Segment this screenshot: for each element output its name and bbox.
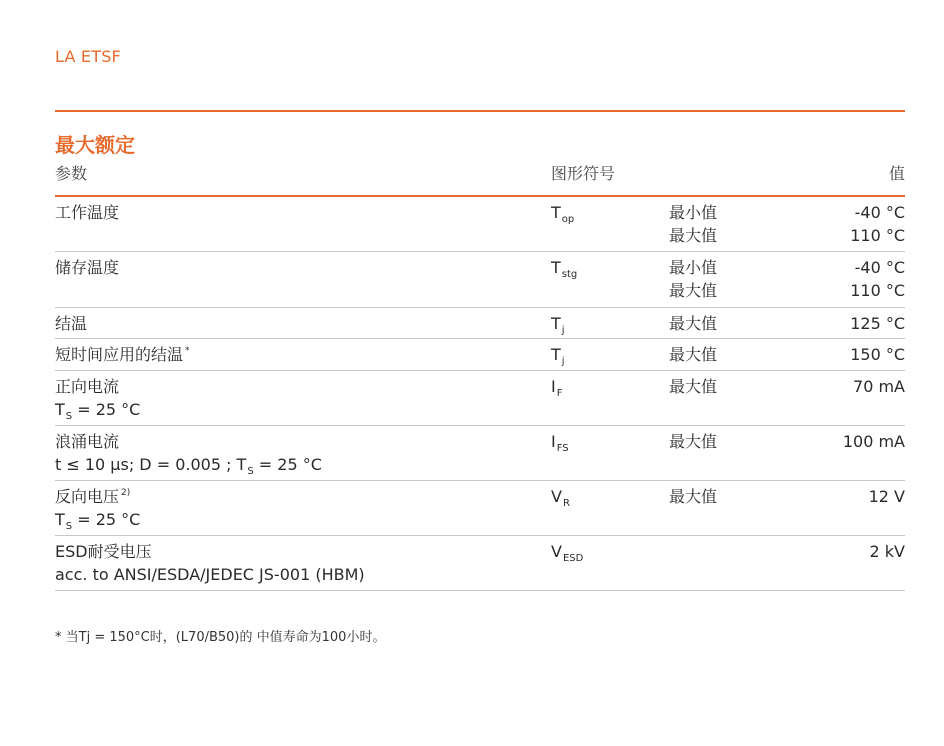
- table-row: [55, 197, 905, 252]
- condition-max: 最大值: [669, 281, 718, 300]
- table-row: [55, 481, 905, 536]
- table-row: [55, 426, 905, 481]
- parameter-name: 反向电压 $^{2)}$: [55, 487, 131, 506]
- condition-max: 最大值: [669, 487, 718, 506]
- condition-max: 最大值: [669, 314, 718, 333]
- parameter-name: 结温: [55, 314, 88, 333]
- value-min: -40 °C: [854, 258, 905, 277]
- condition-min: 最小值: [669, 258, 718, 277]
- condition-min: 最小值: [669, 203, 718, 222]
- table-row: [55, 536, 905, 591]
- header-divider: [55, 110, 905, 112]
- value-max: 150 °C: [850, 345, 905, 364]
- symbol: $T_j$: [551, 314, 565, 336]
- table-row: [55, 339, 905, 371]
- value-max: 110 °C: [850, 226, 905, 245]
- parameter-name: 浪涌电流: [55, 432, 120, 451]
- column-header-value: 值: [888, 164, 905, 183]
- parameter-condition: $T_S = 25$ °C: [55, 510, 141, 532]
- footnote: * 当Tj = 150°C时，(L70/B50)的 中值寿命为100小时。: [55, 630, 386, 645]
- condition-max: 最大值: [669, 377, 718, 396]
- table-row: [55, 252, 905, 308]
- ratings-table: [55, 197, 905, 591]
- condition-max: 最大值: [669, 226, 718, 245]
- symbol: $T_{stg}$: [551, 258, 578, 280]
- condition-max: 最大值: [669, 345, 718, 364]
- parameter-name: 正向电流: [55, 377, 120, 396]
- product-name: LA ETSF: [55, 47, 121, 66]
- footnote-marker: *: [185, 346, 190, 356]
- value-max: 100 mA: [842, 432, 905, 451]
- value-min: -40 °C: [854, 203, 905, 222]
- value-max: 110 °C: [850, 281, 905, 300]
- parameter-condition: $T_S = 25$ °C: [55, 400, 141, 422]
- section-title: 最大额定: [55, 133, 135, 157]
- symbol: $I_{FS}$: [551, 432, 569, 454]
- table-row: [55, 371, 905, 426]
- column-header-symbol: 图形符号: [551, 164, 616, 183]
- condition-max: 最大值: [669, 432, 718, 451]
- parameter-name: 储存温度: [55, 258, 120, 277]
- parameter-condition: acc. to ANSI/ESDA/JEDEC JS-001 (HBM): [55, 565, 365, 584]
- value-max: 12 V: [868, 487, 905, 506]
- table-row: [55, 308, 905, 339]
- value: 2 kV: [869, 542, 905, 561]
- parameter-condition: t ≤ 10 µs; D = 0.005 ; $T_S = 25$ °C: [55, 455, 322, 477]
- footnote-marker: 2): [121, 488, 131, 498]
- symbol: $I_F$: [551, 377, 563, 399]
- value-max: 125 °C: [850, 314, 905, 333]
- parameter-name: 工作温度: [55, 203, 120, 222]
- parameter-name: ESD耐受电压: [55, 542, 152, 561]
- column-header-parameter: 参数: [55, 164, 88, 183]
- value-max: 70 mA: [853, 377, 905, 396]
- parameter-name: 短时间应用的结温 *: [55, 345, 190, 364]
- symbol: $T_{op}$: [551, 203, 575, 225]
- symbol: $V_R$: [551, 487, 570, 509]
- symbol: $T_j$: [551, 345, 565, 367]
- symbol: $V_{ESD}$: [551, 542, 584, 564]
